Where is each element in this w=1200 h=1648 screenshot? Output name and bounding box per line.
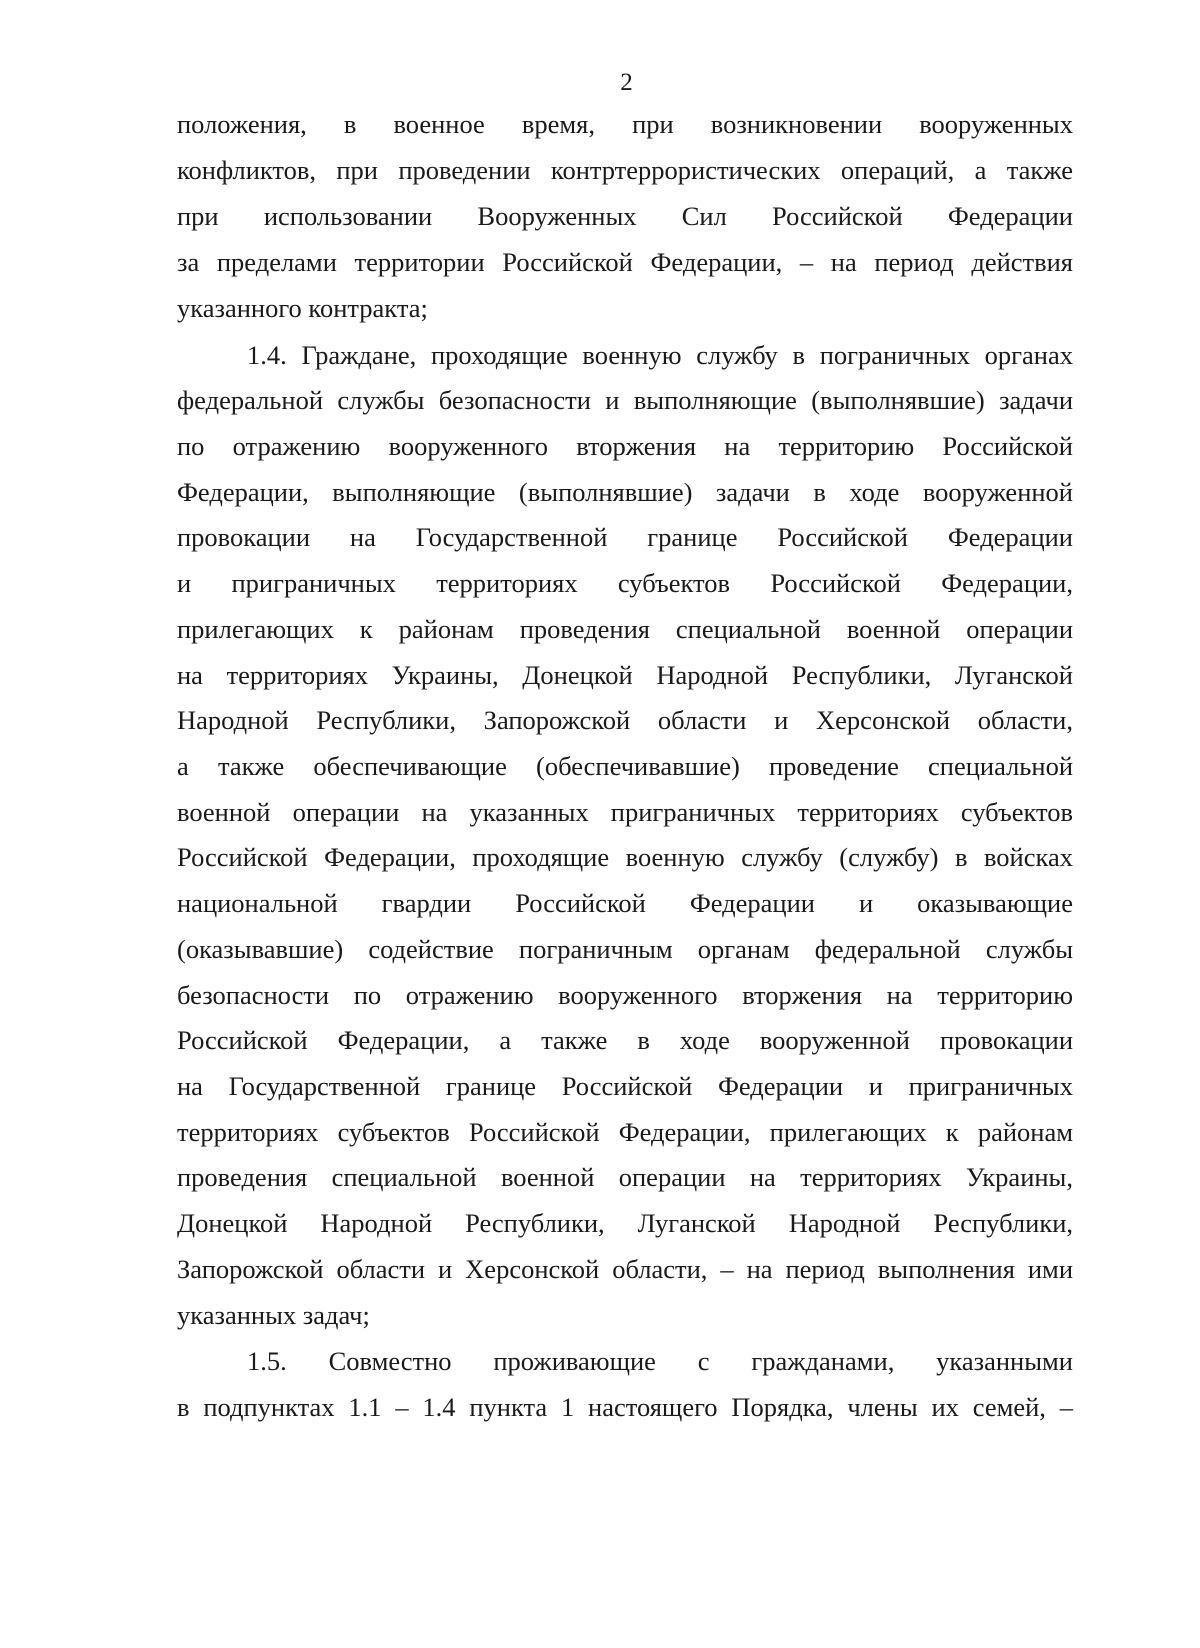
text-line: федеральной службы безопасности и выполняющие (выполнявшие) задачи	[177, 385, 1073, 415]
text-line: Народной Республики, Запорожской области и Херсонской области,	[177, 705, 1073, 735]
text-line: по отражению вооруженного вторжения на территорию Российской	[177, 431, 1073, 461]
text-line: указанных задач;	[177, 1300, 370, 1330]
text-line: Донецкой Народной Республики, Луганской Народной Республики,	[177, 1208, 1073, 1238]
text-line: провокации на Государственной границе Российской Федерации	[177, 522, 1073, 552]
text-line: территориях субъектов Российской Федерации, прилегающих к районам	[177, 1117, 1073, 1147]
text-line: положения, в военное время, при возникновении вооруженных	[177, 109, 1073, 139]
text-line: на Государственной границе Российской Федерации и приграничных	[177, 1071, 1073, 1101]
paragraph-start-line: 1.5. Совместно проживающие с гражданами, указанными	[247, 1346, 1073, 1376]
text-line: на территориях Украины, Донецкой Народной Республики, Луганской	[177, 660, 1073, 690]
text-line: военной операции на указанных приграничных территориях субъектов	[177, 797, 1073, 827]
text-line: национальной гвардии Российской Федерации и оказывающие	[177, 888, 1073, 918]
text-line: Российской Федерации, а также в ходе вооруженной провокации	[177, 1025, 1073, 1055]
page-number: 2	[620, 69, 633, 96]
text-line: Российской Федерации, проходящие военную службу (службу) в войсках	[177, 842, 1073, 872]
text-line: в подпунктах 1.1 – 1.4 пункта 1 настоящего Порядка, члены их семей, –	[177, 1392, 1073, 1422]
text-line: а также обеспечивающие (обеспечивавшие) проведение специальной	[177, 751, 1073, 781]
text-line: за пределами территории Российской Федерации, – на период действия	[177, 247, 1073, 277]
text-line: безопасности по отражению вооруженного вторжения на территорию	[177, 980, 1073, 1010]
text-line: Федерации, выполняющие (выполнявшие) задачи в ходе вооруженной	[177, 477, 1073, 507]
paragraph-start-line: 1.4. Граждане, проходящие военную службу в пограничных органах	[247, 340, 1073, 370]
text-line: конфликтов, при проведении контртеррористических операций, а также	[177, 155, 1073, 185]
text-line: проведения специальной военной операции на территориях Украины,	[177, 1162, 1073, 1192]
text-line: и приграничных территориях субъектов Российской Федерации,	[177, 568, 1073, 598]
text-line: указанного контракта;	[177, 293, 428, 323]
text-line: прилегающих к районам проведения специальной военной операции	[177, 614, 1073, 644]
text-line: (оказывавшие) содействие пограничным органам федеральной службы	[177, 934, 1073, 964]
text-line: при использовании Вооруженных Сил Российской Федерации	[177, 201, 1073, 231]
text-line: Запорожской области и Херсонской области, – на период выполнения ими	[177, 1254, 1073, 1284]
